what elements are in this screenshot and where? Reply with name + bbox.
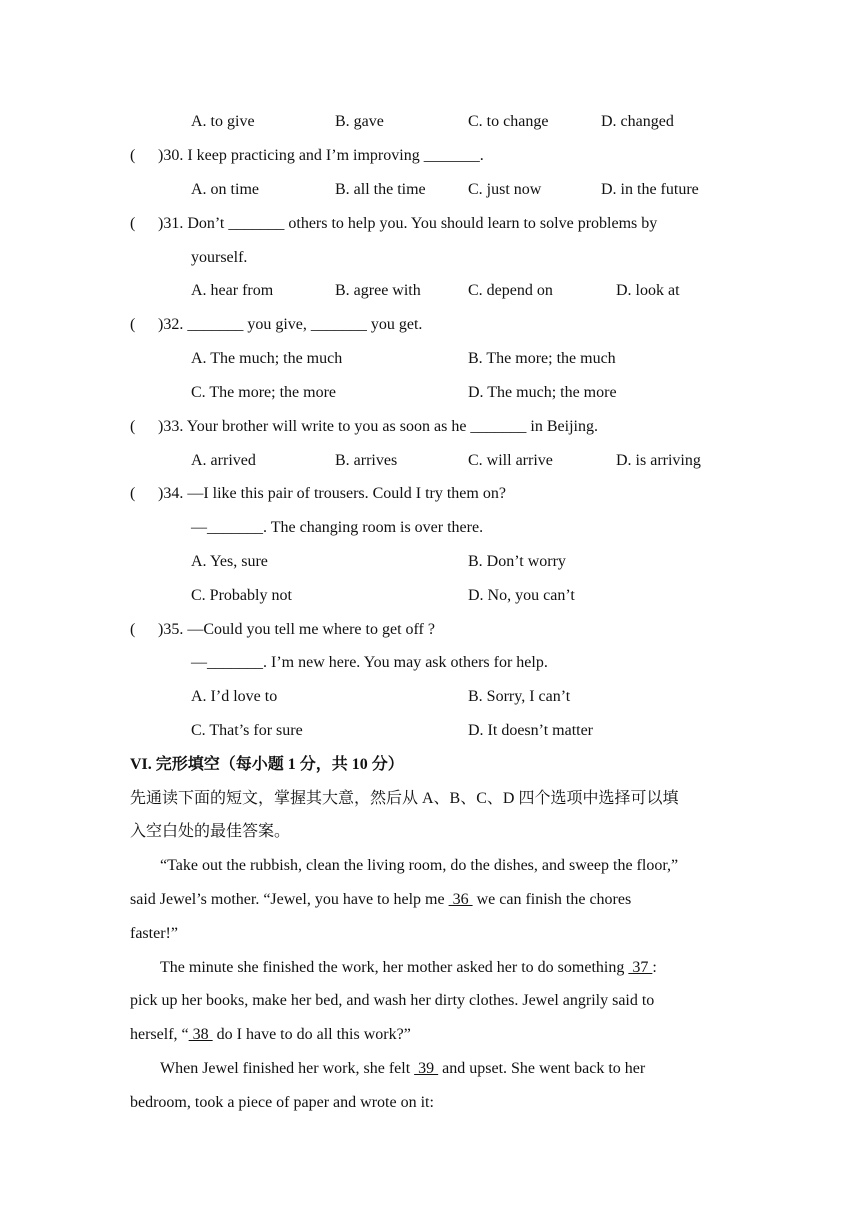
q34-stem: )34. —I like this pair of trousers. Could I try them on? [158,485,506,502]
passage-text: When Jewel finished her work, she felt [160,1060,415,1077]
passage-p1-line1: “Take out the rubbish, clean the living room, do the dishes, and sweep the floor,” [160,857,679,874]
passage-p3-line1 [160,1059,645,1079]
q31-stem: )31. Don’t _______ others to help you. You should learn to solve problems by [158,215,658,232]
q30-option-c: C. just now [468,181,542,198]
q33-option-a: A. arrived [191,452,256,469]
q35-stem: )35. —Could you tell me where to get off ? [158,621,435,638]
q32-stem: )32. _______ you give, _______ you get. [158,316,423,333]
q31-option-a: A. hear from [191,282,274,299]
q30-option-b: B. all the time [335,181,426,198]
q34-option-b: B. Don’t worry [468,553,566,570]
q34-paren: ( [130,485,136,502]
blank-39: 39 [414,1060,439,1077]
section-heading: VI. 完形填空（每小题 1 分，共 10 分） [130,756,404,773]
q30-stem: )30. I keep practicing and I’m improving _______. [158,147,484,164]
q34-option-d: D. No, you can’t [468,587,575,604]
q35-option-a: A. I’d love to [191,688,278,705]
passage-p2-line3 [130,1025,411,1045]
passage-p1-line2 [130,890,631,910]
q34-option-c: C. Probably not [191,587,292,604]
q31-option-c: C. depend on [468,282,553,299]
q35-paren: ( [130,621,136,638]
section-instructions-line1: 先通读下面的短文，掌握其大意，然后从 A、B、C、D 四个选项中选择可以填 [130,790,679,807]
passage-p2-line1 [160,958,657,978]
q32-option-b: B. The more; the much [468,350,616,367]
q35-option-b: B. Sorry, I can’t [468,688,571,705]
blank-37: 37 [628,959,653,976]
q34-response: —_______. The changing room is over there. [191,519,484,536]
q30-option-a: A. on time [191,181,259,198]
q29-option-d: D. changed [601,113,674,130]
passage-text: herself, “ [130,1026,189,1043]
q32-option-d: D. The much; the more [468,384,617,401]
passage-text: do I have to do all this work?” [212,1026,411,1043]
blank-38: 38 [188,1026,213,1043]
blank-36: 36 [448,891,473,908]
q35-option-d: D. It doesn’t matter [468,722,594,739]
q29-option-c: C. to change [468,113,549,130]
passage-text: said Jewel’s mother. “Jewel, you have to help me [130,891,449,908]
q30-paren: ( [130,147,136,164]
passage-text: we can finish the chores [472,891,632,908]
q33-stem: )33. Your brother will write to you as soon as he _______ in Beijing. [158,418,598,435]
q31-option-b: B. agree with [335,282,421,299]
q33-option-d: D. is arriving [616,452,701,469]
passage-text: and upset. She went back to her [438,1060,646,1077]
passage-p3-line2: bedroom, took a piece of paper and wrote on it: [130,1094,434,1111]
q35-option-c: C. That’s for sure [191,722,303,739]
q31-option-d: D. look at [616,282,680,299]
q32-option-c: C. The more; the more [191,384,336,401]
q31-paren: ( [130,215,136,232]
q35-response: —_______. I’m new here. You may ask others for help. [191,654,548,671]
q33-option-c: C. will arrive [468,452,553,469]
section-instructions-line2: 入空白处的最佳答案。 [130,823,291,840]
q29-option-a: A. to give [191,113,255,130]
q29-option-b: B. gave [335,113,384,130]
passage-text: The minute she finished the work, her mother asked her to do something [160,959,629,976]
q31-stem-continued: yourself. [191,249,248,266]
q33-option-b: B. arrives [335,452,398,469]
q33-paren: ( [130,418,136,435]
q34-option-a: A. Yes, sure [191,553,268,570]
q32-paren: ( [130,316,136,333]
passage-p1-line3: faster!” [130,925,178,942]
q30-option-d: D. in the future [601,181,699,198]
passage-p2-line2: pick up her books, make her bed, and wash her dirty clothes. Jewel angrily said to [130,992,655,1009]
passage-text: : [652,959,657,976]
q32-option-a: A. The much; the much [191,350,343,367]
